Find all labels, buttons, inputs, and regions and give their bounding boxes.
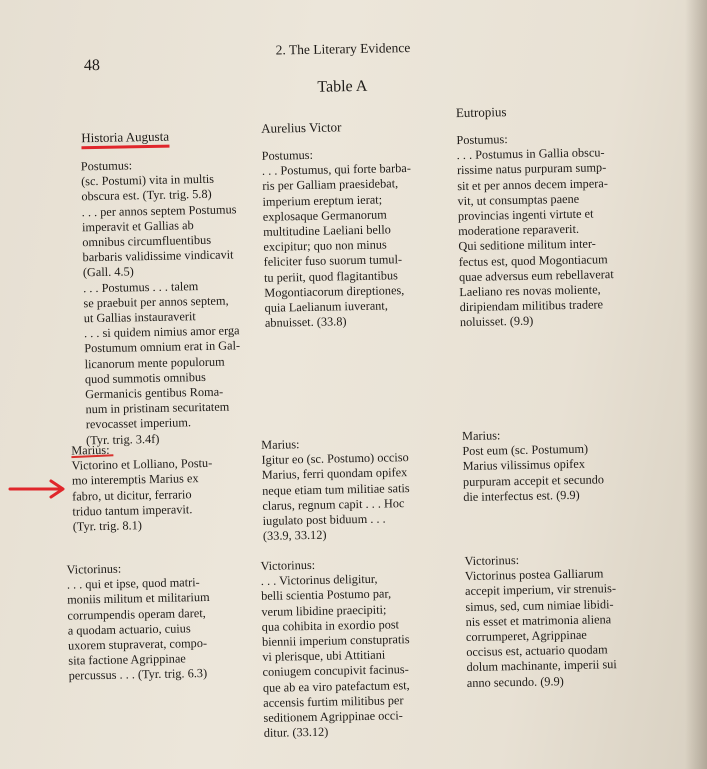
text-line: quae adversus eum rebellaverat (458, 266, 614, 284)
text-line: omnibus circumfluentibus (82, 232, 212, 250)
page-number: 48 (83, 56, 101, 75)
cell-postumus-aurelius-victor (262, 146, 414, 331)
entry-heading: Postumus: (456, 132, 508, 148)
text-line: barbaris validissime vindicavit (82, 247, 234, 265)
text-line: Marius vilissimus opifex (462, 457, 586, 474)
text-line: Marius, ferri quondam opifex (261, 465, 408, 483)
entry-heading: Postumus: (80, 158, 133, 174)
text-line: Postumum omnium erat in Gal- (84, 338, 241, 356)
text-line: iugulato post biduum . . . (262, 511, 386, 528)
text-line: accensis furtim militibus per (263, 693, 404, 710)
text-line: corrumpendis operam daret, (67, 605, 206, 623)
text-line: Victorinus postea Galliarum (464, 566, 604, 584)
text-line: simus, sed, cum nimiae libidi- (465, 596, 614, 614)
text-line: . . . Victorinus deligitur, (260, 571, 378, 589)
text-line: (Tyr. trig. 8.1) (72, 518, 143, 534)
text-line: moniis militum et militarium (67, 590, 210, 608)
text-line: clarus, regnum capit . . . Hoc (262, 495, 405, 513)
table-title: Table A (317, 77, 368, 96)
text-line: Laeliano res novas moliente, (459, 282, 601, 300)
text-line: Victorino et Lolliano, Postu- (71, 456, 213, 473)
text-line: uxorem stupraverat, compo- (67, 636, 208, 653)
text-line: . . . Postumus . . . talem (83, 278, 199, 295)
entry-heading: Victorinus: (260, 557, 316, 573)
text-line: abnuisset. (33.8) (264, 314, 347, 331)
text-line: provincias ingenti virtute et (457, 206, 594, 224)
text-line: percussus . . . (Tyr. trig. 6.3) (68, 666, 208, 684)
entry-heading: Postumus: (261, 147, 314, 163)
text-line: vi plerisque, ubi Attitiani (262, 647, 386, 665)
text-line: (Tyr. trig. 3.4f) (85, 431, 160, 447)
text-line: fabro, ut dicitur, ferrario (72, 486, 192, 504)
text-line: se praebuit per annos septem, (83, 293, 229, 311)
cell-marius-aurelius-victor (261, 435, 411, 544)
column-header-aurelius-victor: Aurelius Victor (261, 119, 342, 136)
text-line: diripiendam militibus tradere (459, 297, 604, 315)
text-line: seditionem Agrippinae occi- (263, 708, 403, 725)
text-line: mo interemptis Marius ex (71, 471, 199, 488)
text-line: Mogontiacorum direptiones, (264, 282, 405, 300)
cell-victorinus-historia-augusta (66, 560, 211, 684)
text-line: a quodam actuario, cuius (67, 621, 191, 638)
cell-postumus-eutropius (456, 130, 614, 331)
text-line: num in pristinam securitatem (85, 399, 230, 417)
text-line: quia Laelianum iuverant, (264, 298, 388, 315)
text-line: ditur. (33.12) (263, 724, 329, 741)
text-line: purpuram accepit et secundo (462, 471, 605, 489)
text-line: . . . si quidem nimius amor erga (83, 323, 240, 341)
text-line: excipitur; quo non minus (263, 237, 387, 255)
text-line: neque etiam tum militiae satis (261, 480, 410, 498)
text-line: (sc. Postumi) vita in multis (81, 171, 215, 189)
text-line: Post eum (sc. Postumum) (462, 441, 589, 459)
text-line: biennii imperium constupratis (261, 632, 410, 649)
text-line: sita factione Agrippinae (68, 651, 186, 668)
page-gutter-shadow (685, 0, 707, 769)
text-line: belli scientia Postumo par, (261, 586, 392, 604)
text-line: feliciter fuso suorum tumul- (263, 252, 403, 270)
entry-heading: Victorinus: (66, 561, 122, 577)
text-line: rissime natus purpuram sump- (456, 160, 607, 178)
text-line: sit et per annos decem impera- (457, 175, 608, 193)
entry-heading: Marius: (261, 437, 300, 452)
text-line: qua cohibita in exordio post (261, 617, 400, 634)
text-line: ris per Galliam praesidebat, (262, 176, 399, 194)
text-line: fectus est, quod Mogontiacum (458, 251, 608, 269)
text-line: corrumperet, Agrippinae (465, 627, 587, 645)
text-line: anno secundo. (9.9) (466, 673, 564, 690)
cell-victorinus-aurelius-victor (260, 556, 411, 741)
text-line: Qui seditione militum inter- (458, 236, 596, 254)
text-line: nis esset et matrimonia aliena (465, 612, 612, 629)
text-line: (Gall. 4.5) (82, 264, 134, 280)
text-line: . . . qui et ipse, quod matri- (66, 575, 200, 592)
column-header-eutropius: Eutropius (455, 104, 507, 121)
text-line: (33.9, 33.12) (262, 527, 327, 544)
entry-heading: Victorinus: (464, 552, 520, 569)
text-line: . . . Postumus, qui forte barba- (261, 161, 411, 179)
text-line: noluisset. (9.9) (459, 314, 534, 330)
text-line: coniugem concupivit facinus- (262, 662, 409, 680)
text-line: tu periit, quod flagitantibus (263, 267, 399, 285)
column-header-historia-augusta (81, 129, 169, 147)
text-line: triduo tantum imperavit. (72, 502, 193, 519)
text-line: explosaque Germanorum (262, 207, 387, 224)
text-line: . . . Postumus in Gallia obscu- (456, 145, 605, 163)
text-line: dolum machinante, imperii sui (466, 657, 617, 675)
entry-heading: Marius: (71, 442, 110, 458)
text-line: multitudine Laeliani bello (263, 222, 391, 239)
text-line: Igitur eo (sc. Postumo) occiso (261, 450, 409, 468)
cell-postumus-historia-augusta (81, 156, 242, 448)
text-line: . . . per annos septem Postumus (81, 201, 237, 219)
entry-heading: Marius: (461, 428, 501, 444)
text-line: imperavit et Gallias ab (81, 217, 194, 235)
text-line: moderatione reparaverit. (458, 221, 580, 239)
red-arrow-icon (8, 479, 68, 499)
text-line: accepit imperium, vir strenuis- (464, 581, 617, 599)
text-line: occisus est, actuario quodam (466, 642, 608, 660)
text-line: verum libidine praecipiti; (261, 602, 387, 619)
running-head: 2. The Literary Evidence (275, 39, 411, 58)
text-line: imperium ereptum ierat; (262, 192, 383, 209)
text-line: revocasset imperium. (85, 415, 192, 432)
text-line: vit, ut consumptas paene (457, 191, 580, 208)
historia-augusta-underlined: Historia Augusta (81, 129, 169, 150)
text-line: licanorum mente populorum (84, 354, 225, 371)
text-line: obscura est. (Tyr. trig. 5.8) (81, 187, 212, 204)
text-line: Germanicis gentibus Roma- (85, 384, 224, 402)
cell-victorinus-eutropius (464, 551, 618, 691)
text-line: que ab ea viro patefactum est, (262, 677, 410, 695)
text-line: quod summotis omnibus (84, 369, 206, 387)
cell-marius-eutropius (462, 426, 604, 505)
text-line: ut Gallias instauraverit (83, 309, 196, 326)
text-line: die interfectus est. (9.9) (463, 487, 580, 504)
